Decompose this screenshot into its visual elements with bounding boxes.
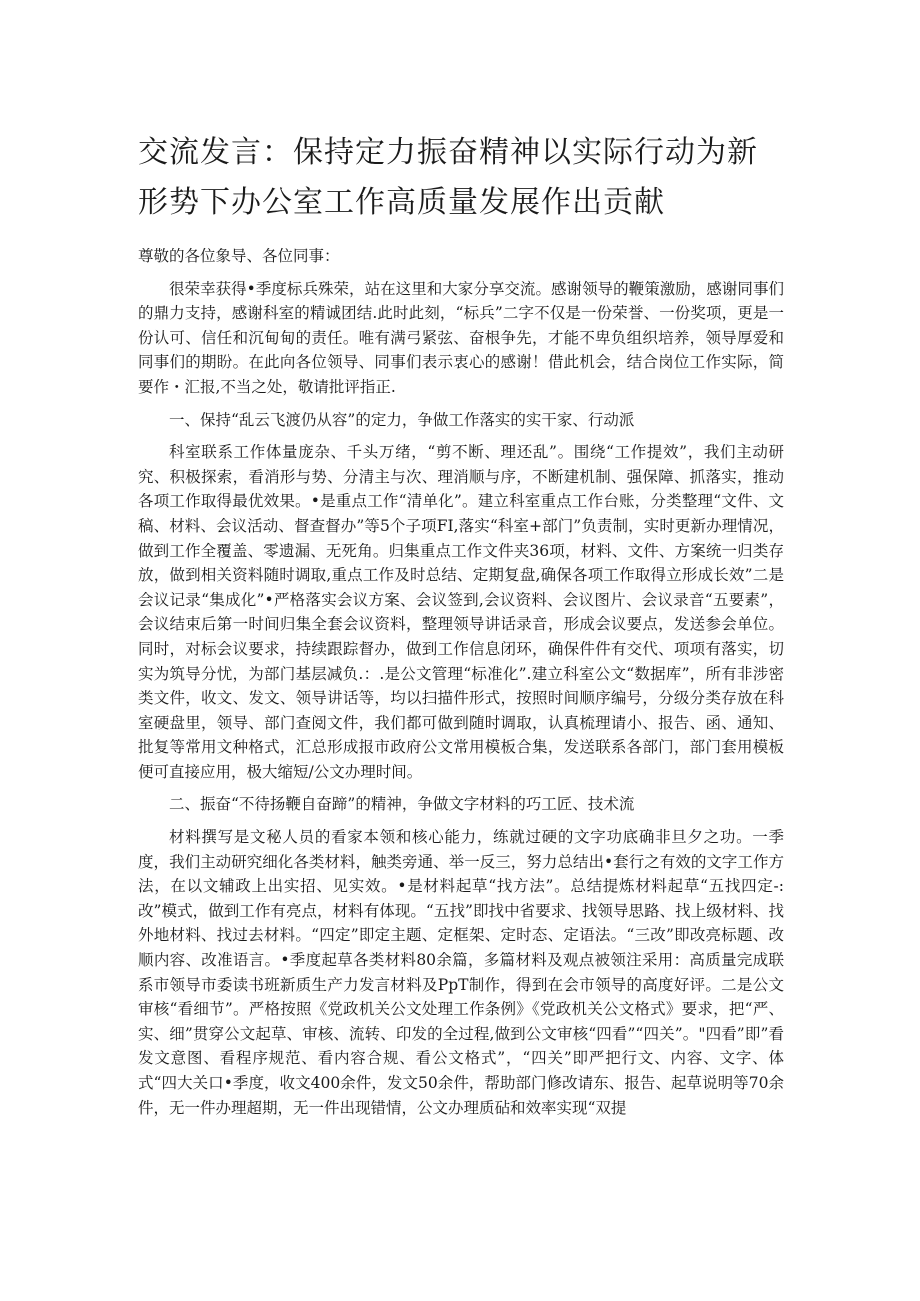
paragraph-section-2: 材料撰写是文秘人员的看家本领和核心能力，练就过硬的文字功底确非旦夕之功。一季度，我们主动研究细化各类材料，触类旁通、举一反三，努力总结出•套行之有效的文字工作方法，在以文辅政上出实招、见实效。•是材料起草“找方法”。总结提炼材料起草“五找四定-:改”模式，做到工作有亮点，材料有体现。“五找”即找中省要求、找领导思路、找上级材料、找外地材料、找过去材料。“四定”即定主题、定框架、定时态、定语法。“三改”即改亮标题、改顺内容、改准语言。•季度起草各类材料80余篇，多篇材料及观点被领注采用：高质量完成联系市领导市委读书班新质生产力发言材料及PpT制作，得到在会市领导的高度好评。二是公文审核“看细节”。严格按照《党政机关公文处理工作条例》《党政机关公文格式》要求，把“严、实、细”贯穿公文起草、审核、流转、印发的全过程,做到公文审核“四看”“四关”。"四看”即”看发文意图、看程序规范、看内容合规、看公文格式”，“四关”即严把行文、内容、文字、体式“四大关口•季度，收文400余件，发文50余件，帮助部门修改请东、报告、起草说明等70余件，无一件办理超期，无一件出现错情，公文办理质砧和效率实现“双提: [138, 828, 784, 1117]
section-heading-2: 二、振奋“不待扬鞭自奋蹄”的精神，争做文字材料的巧工匠、技术流: [169, 795, 635, 814]
section-heading-1: 一、保持“乱云飞渡仍从容”的定力，争做工作落实的实干家、行动派: [169, 410, 635, 429]
paragraph-intro: 很荣幸获得•季度标兵殊荣，站在这里和大家分享交流。感谢领导的鞭策激励，感谢同事们的鼎力支持，感谢科室的精诚团结.此时此刻，“标兵”二字不仅是一份荣誉、一份奖项，更是一份认可、信任和沉甸甸的责任。唯有满弓紧弦、奋根争先，才能不卑负组织培养，领导厚爱和同事们的期盼。在此向各位领导、同事们表示衷心的感谢！借此机会，结合岗位工作实际，简要作・汇报,不当之处，敬请批评指正.: [138, 279, 784, 396]
document-title: 交流发言：保持定力振奋精神以实际行动为新形势下办公室工作高质量发展作出贡献: [138, 135, 758, 220]
document-page: [138, 128, 784, 1128]
paragraph-section-1: 科室联系工作体量庞杂、千头万绪，“剪不断、理还乱”。围绕“工作提效”，我们主动研究、积极探索，看消形与势、分清主与次、理消顺与序，不断建机制、强保障、抓落实，推动各项工作取得最优效果。•是重点工作“清单化”。建立科室重点工作台账，分类整理“文件、文稿、材料、会议活动、督查督办”等5个子项FI,落实“科室+部门”负责制，实时更新办理情况，做到工作全覆盖、零遗漏、无死角。归集重点工作文件夹36项，材料、文件、方案统一归类存放，做到相关资料随时调取,重点工作及时总结、定期复盘,确保各项工作取得立形成长效”二是会议记录“集成化”•严格落实会议方案、会议签到,会议资料、会议图片、会议录音“五要素”，会议结束后第一时间归集全套会议资料，整理领导讲话录音，形成会议要点，发送参会单位。同时，对标会议要求，持续跟踪督办，做到工作信息闭环，确保件件有交代、项项有落实，切实为筑导分忧，为部门基层减负.：.是公文管理“标准化”.建立科室公文“数据库”，所有非涉密类文件，收文、发文、领导讲话等，均以扫描件形式，按照时间顺序编号，分级分类存放在科室硬盘里，领导、部门查阅文件，我们都可做到随时调取，认真梳理请小、报告、函、通知、批复等常用文种格式，汇总形成报市政府公文常用模板合集，发送联系各部门，部门套用模板便可直接应用，极大缩短/公文办理时间。: [138, 443, 784, 781]
salutation: 尊敬的各位象导、各位同事：: [138, 247, 340, 265]
